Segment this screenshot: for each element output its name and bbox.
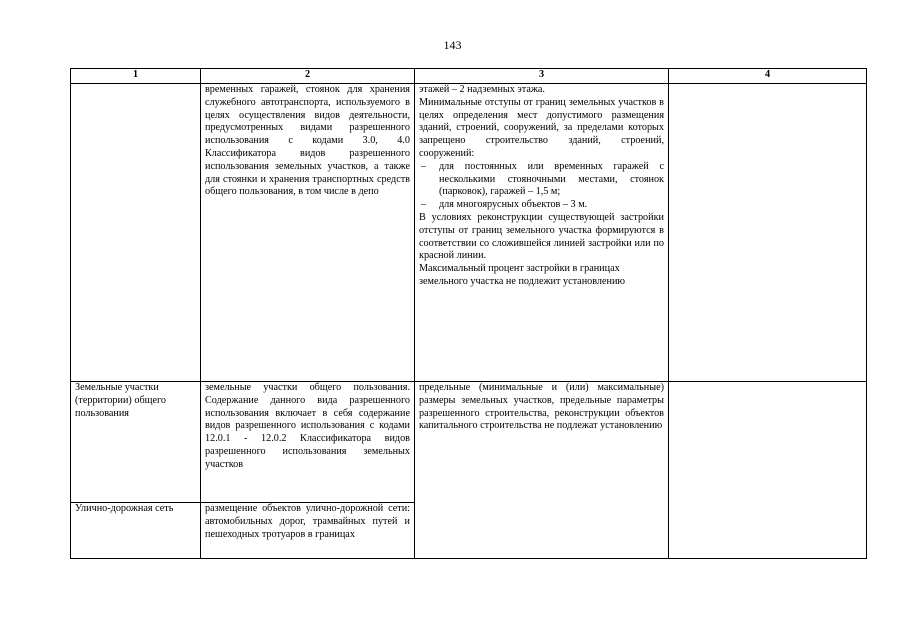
row3-col2: размещение объектов улично-дорожной сети: автомобильных дорог, трамвайных путей и пешеходных тротуаров в границах bbox=[201, 503, 415, 559]
table-row bbox=[71, 84, 867, 382]
table-row bbox=[71, 382, 867, 503]
row2-col3: предельные (минимальные и (или) максимальные) размеры земельных участков, предельные параметры разрешенного строительства, реконструкции объектов капитального строительства не подлежат установлению bbox=[415, 382, 669, 559]
row1-col3-reconstruction: В условиях реконструкции существующей застройки отступы от границ земельного участка формируются в соответствии со сложившейся линией застройки или по красной линии. bbox=[419, 211, 664, 262]
row1-col4 bbox=[669, 84, 867, 382]
header-col-2: 2 bbox=[201, 69, 415, 84]
row3-col1: Улично-дорожная сеть bbox=[71, 503, 201, 559]
header-col-3: 3 bbox=[415, 69, 669, 84]
row2-col4 bbox=[669, 382, 867, 559]
row1-col1 bbox=[71, 84, 201, 382]
row2-col2: земельные участки общего пользования. Содержание данного вида разрешенного использования включает в себя содержание видов разрешенного использования с кодами 12.0.1 - 12.0.2 Классификатора видов разрешенного использования земельных участков bbox=[201, 382, 415, 503]
list-item: – для постоянных или временных гаражей с несколькими стояночными местами, стоянок (парковок), гаражей – 1,5 м; bbox=[419, 161, 664, 199]
page-number: 143 bbox=[443, 38, 462, 52]
row1-col3-max-percent: Максимальный процент застройки в границах земельного участка не подлежит установлению bbox=[419, 263, 626, 287]
header-col-1: 1 bbox=[71, 69, 201, 84]
row1-col3 bbox=[415, 84, 669, 382]
row1-col2: временных гаражей, стоянок для хранения служебного автотранспорта, используемого в целях осуществления видов деятельности, предусмотренных видами разрешенного использования с кодами 3.0, 4.0 Классификатора видов разрешенного использования земельных участков, а также для стоянки и хранения транспортных средств общего пользования, в том числе в депо bbox=[201, 84, 415, 382]
header-col-4: 4 bbox=[669, 69, 867, 84]
setback-list bbox=[419, 161, 664, 212]
row2-col1: Земельные участки (территории) общего пользования bbox=[71, 382, 201, 503]
row1-col3-floors: этажей – 2 надземных этажа. bbox=[419, 84, 545, 95]
list-item: – для многоярусных объектов – 3 м. bbox=[419, 199, 664, 212]
table-header-row bbox=[71, 69, 867, 84]
row1-col3-setbacks: Минимальные отступы от границ земельных участков в целях определения мест допустимого размещения зданий, строений, сооружений, за пределами которых запрещено строительство зданий, строений, сооружений: bbox=[419, 96, 664, 159]
zoning-table bbox=[70, 68, 867, 559]
